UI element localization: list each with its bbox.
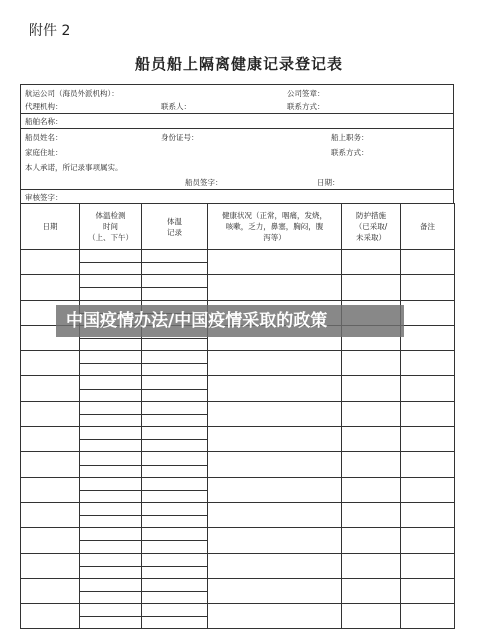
table-row bbox=[21, 477, 455, 502]
table-cell bbox=[142, 250, 208, 275]
table-row bbox=[21, 553, 455, 578]
table-cell bbox=[401, 427, 455, 452]
table-cell bbox=[208, 502, 342, 527]
form-divider bbox=[21, 113, 453, 114]
table-cell bbox=[342, 376, 401, 401]
table-row bbox=[21, 351, 455, 376]
table-cell bbox=[342, 452, 401, 477]
table-row bbox=[21, 528, 455, 553]
table-cell bbox=[401, 477, 455, 502]
table-cell bbox=[21, 553, 80, 578]
table-cell bbox=[21, 250, 80, 275]
table-cell bbox=[80, 401, 142, 426]
table-cell bbox=[342, 275, 401, 300]
header-remarks: 备注 bbox=[401, 204, 455, 250]
table-cell bbox=[208, 401, 342, 426]
table-cell bbox=[208, 477, 342, 502]
table-cell bbox=[342, 351, 401, 376]
table-cell bbox=[21, 427, 80, 452]
company-seal-label: 公司签章： bbox=[287, 89, 325, 98]
ship-name-label: 船舶名称： bbox=[25, 117, 63, 126]
crew-signature-label: 船员签字： bbox=[185, 178, 223, 187]
table-cell bbox=[80, 452, 142, 477]
table-cell bbox=[342, 401, 401, 426]
table-cell bbox=[142, 604, 208, 629]
agency-label: 代理机构： bbox=[25, 102, 63, 111]
table-cell bbox=[142, 401, 208, 426]
header-temp-record: 体温 记录 bbox=[142, 204, 208, 250]
table-cell bbox=[208, 250, 342, 275]
table-cell bbox=[142, 275, 208, 300]
table-cell bbox=[21, 477, 80, 502]
table-cell bbox=[401, 401, 455, 426]
table-cell bbox=[21, 401, 80, 426]
table-cell bbox=[80, 604, 142, 629]
health-record-table bbox=[20, 203, 455, 629]
reviewer-signature-label: 审核签字： bbox=[25, 193, 63, 202]
table-cell bbox=[21, 502, 80, 527]
pledge-text: 本人承诺，所记录事项属实。 bbox=[25, 163, 123, 172]
table-header-row bbox=[21, 204, 455, 250]
table-row bbox=[21, 452, 455, 477]
contact-person-label: 联系人： bbox=[161, 102, 191, 111]
info-form bbox=[20, 84, 454, 203]
table-cell bbox=[21, 528, 80, 553]
table-row bbox=[21, 401, 455, 426]
table-cell bbox=[142, 553, 208, 578]
table-cell bbox=[80, 376, 142, 401]
form-divider bbox=[21, 128, 453, 129]
home-address-label: 家庭住址： bbox=[25, 148, 63, 157]
table-cell bbox=[342, 604, 401, 629]
table-cell bbox=[208, 553, 342, 578]
table-cell bbox=[401, 578, 455, 603]
crew-name-label: 船员姓名： bbox=[25, 133, 63, 142]
table-cell bbox=[21, 275, 80, 300]
ship-position-label: 船上职务： bbox=[331, 133, 369, 142]
table-cell bbox=[208, 427, 342, 452]
table-cell bbox=[401, 300, 455, 325]
header-date: 日期 bbox=[21, 204, 80, 250]
table-cell bbox=[21, 604, 80, 629]
table-cell bbox=[401, 452, 455, 477]
table-cell bbox=[142, 528, 208, 553]
table-cell bbox=[208, 275, 342, 300]
table-cell bbox=[401, 502, 455, 527]
table-cell bbox=[401, 528, 455, 553]
table-row bbox=[21, 427, 455, 452]
table-cell bbox=[142, 452, 208, 477]
table-cell bbox=[342, 553, 401, 578]
table-row bbox=[21, 604, 455, 629]
table-cell bbox=[208, 351, 342, 376]
table-row bbox=[21, 275, 455, 300]
table-cell bbox=[342, 502, 401, 527]
table-cell bbox=[21, 351, 80, 376]
table-cell bbox=[342, 250, 401, 275]
table-cell bbox=[142, 477, 208, 502]
table-cell bbox=[342, 427, 401, 452]
table-cell bbox=[80, 250, 142, 275]
table-cell bbox=[142, 427, 208, 452]
table-cell bbox=[401, 275, 455, 300]
table-cell bbox=[342, 477, 401, 502]
table-row bbox=[21, 376, 455, 401]
table-cell bbox=[401, 351, 455, 376]
table-cell bbox=[80, 502, 142, 527]
table-cell bbox=[80, 275, 142, 300]
table-cell bbox=[401, 250, 455, 275]
table-cell bbox=[142, 351, 208, 376]
date-label: 日期： bbox=[317, 178, 340, 187]
table-cell bbox=[80, 528, 142, 553]
table-cell bbox=[80, 553, 142, 578]
page-title: 船员船上隔离健康记录登记表 bbox=[134, 55, 343, 73]
header-health-status: 健康状况（正常，咽痛，发烧， 咳嗽，乏力，鼻塞，胸闷，腹 泻等） bbox=[208, 204, 342, 250]
header-protection: 防护措施 （已采取/ 未采取） bbox=[342, 204, 401, 250]
table-row bbox=[21, 578, 455, 603]
table-cell bbox=[208, 604, 342, 629]
crew-contact-label: 联系方式： bbox=[331, 148, 369, 157]
attachment-label: 附件 2 bbox=[29, 23, 71, 39]
table-cell bbox=[208, 376, 342, 401]
table-cell bbox=[80, 477, 142, 502]
table-row bbox=[21, 250, 455, 275]
contact-method-label: 联系方式： bbox=[287, 102, 325, 111]
table-cell bbox=[342, 578, 401, 603]
table-cell bbox=[142, 376, 208, 401]
table-cell bbox=[208, 452, 342, 477]
id-number-label: 身份证号： bbox=[161, 133, 199, 142]
table-cell bbox=[208, 528, 342, 553]
table-cell bbox=[401, 325, 455, 350]
table-cell bbox=[401, 553, 455, 578]
form-divider bbox=[21, 189, 453, 190]
table-cell bbox=[21, 452, 80, 477]
table-cell bbox=[142, 502, 208, 527]
header-temp-time: 体温检测 时间 （上、下午） bbox=[80, 204, 142, 250]
watermark-banner: 中国疫情办法/中国疫情采取的政策 bbox=[56, 305, 404, 337]
shipping-company-label: 航运公司（海员外派机构）： bbox=[25, 89, 119, 98]
table-cell bbox=[142, 578, 208, 603]
table-cell bbox=[80, 578, 142, 603]
table-cell bbox=[21, 578, 80, 603]
table-cell bbox=[342, 528, 401, 553]
table-row bbox=[21, 502, 455, 527]
table-cell bbox=[80, 351, 142, 376]
table-cell bbox=[208, 578, 342, 603]
table-cell bbox=[80, 427, 142, 452]
table-cell bbox=[21, 376, 80, 401]
table-cell bbox=[401, 376, 455, 401]
table-cell bbox=[401, 604, 455, 629]
